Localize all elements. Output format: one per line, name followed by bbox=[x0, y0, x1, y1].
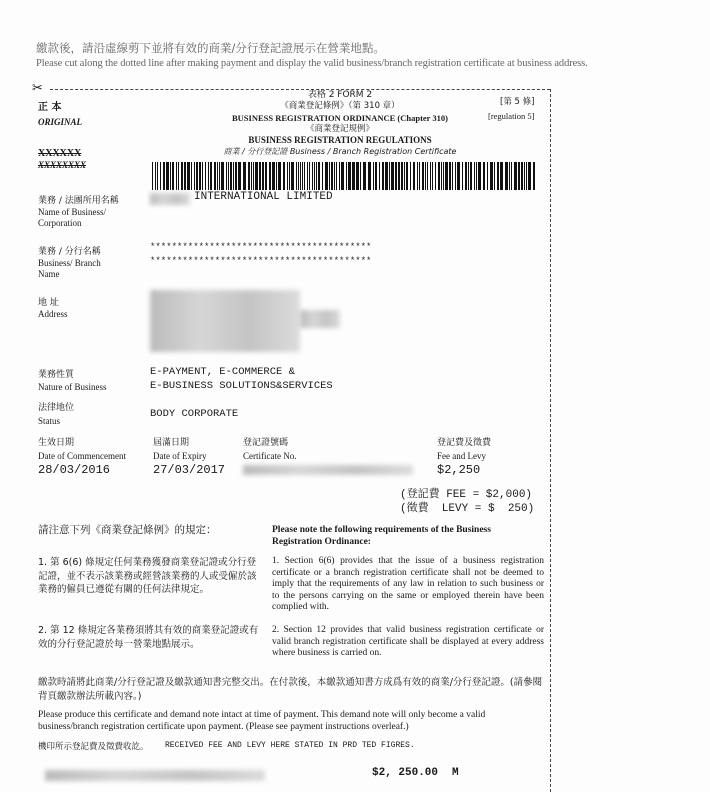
expiry-label-en: Date of Expiry bbox=[153, 451, 207, 461]
barcode-bar bbox=[243, 162, 246, 190]
redacted-address bbox=[150, 290, 300, 352]
barcode-bar bbox=[187, 162, 190, 190]
nature-value-2: E-BUSINESS SOLUTIONS&SERVICES bbox=[150, 380, 333, 392]
barcode-bar bbox=[235, 162, 237, 190]
branch-line-2: ***************************************** bbox=[150, 256, 372, 266]
barcode-bar bbox=[336, 162, 337, 190]
barcode-bar bbox=[404, 162, 405, 190]
barcode-bar bbox=[395, 162, 397, 190]
barcode-bar bbox=[265, 162, 267, 190]
form-header bbox=[190, 90, 490, 158]
barcode-bar bbox=[309, 162, 310, 190]
barcode-bar bbox=[445, 162, 448, 190]
barcode-bar bbox=[476, 162, 477, 190]
barcode-bar bbox=[251, 162, 252, 190]
barcode-bar bbox=[389, 162, 390, 190]
barcode-bar bbox=[417, 162, 418, 190]
barcode-bar bbox=[452, 162, 453, 190]
barcode-bar bbox=[401, 162, 403, 190]
ordinance-en: BUSINESS REGISTRATION ORDINANCE (Chapter 310) bbox=[232, 112, 448, 123]
address-label-en: Address bbox=[38, 309, 68, 319]
barcode-bar bbox=[509, 162, 510, 190]
barcode-bar bbox=[157, 162, 158, 190]
barcode-bar bbox=[214, 162, 216, 190]
name-label-en: Name of Business/ Corporation bbox=[38, 207, 106, 228]
status-label-en: Status bbox=[38, 416, 61, 426]
barcode-bar bbox=[419, 162, 420, 190]
barcode-bar bbox=[298, 162, 299, 190]
expiry-value: 27/03/2017 bbox=[153, 463, 226, 477]
barcode-bar bbox=[435, 162, 436, 190]
barcode-bar bbox=[155, 162, 156, 190]
fee-label-en: Fee and Levy bbox=[437, 451, 486, 461]
barcode-bar bbox=[226, 162, 227, 190]
barcode-bar bbox=[410, 162, 411, 190]
branch-line-1: ***************************************** bbox=[150, 242, 372, 252]
barcode bbox=[152, 162, 537, 190]
barcode-bar bbox=[269, 162, 271, 190]
barcode-bar bbox=[360, 162, 361, 190]
zh-instruction: 繳款後，請沿虛線剪下並將有效的商業/分行登記證展示在營業地點。 bbox=[36, 41, 385, 55]
barcode-bar bbox=[178, 162, 179, 190]
original-en: ORIGINAL bbox=[38, 117, 83, 127]
barcode-bar bbox=[526, 162, 527, 190]
barcode-bar bbox=[413, 162, 415, 190]
barcode-bar bbox=[368, 162, 371, 190]
barcode-bar bbox=[455, 162, 456, 190]
barcode-bar bbox=[490, 162, 493, 190]
barcode-bar bbox=[524, 162, 525, 190]
barcode-bar bbox=[425, 162, 426, 190]
cert-label-en: Certificate No. bbox=[243, 451, 297, 461]
stamp-2: XXXXXXXX bbox=[38, 160, 87, 170]
status-value: BODY CORPORATE bbox=[150, 408, 239, 420]
barcode-bar bbox=[172, 162, 174, 190]
levy-line: (徵費 LEVY = $ 250) bbox=[400, 503, 535, 515]
barcode-bar bbox=[430, 162, 431, 190]
barcode-bar bbox=[422, 162, 424, 190]
barcode-bar bbox=[438, 162, 440, 190]
barcode-bar bbox=[331, 162, 333, 190]
barcode-bar bbox=[259, 162, 261, 190]
barcode-bar bbox=[228, 162, 229, 190]
note-2-en: 2. Section 12 provides that valid business registration certificate or valid branch registration certificate shall be displayed at every address where business is carried on. bbox=[272, 625, 544, 658]
barcode-bar bbox=[272, 162, 275, 190]
barcode-bar bbox=[314, 162, 315, 190]
barcode-bar bbox=[219, 162, 220, 190]
barcode-bar bbox=[221, 162, 224, 190]
barcode-bar bbox=[152, 162, 153, 190]
barcode-bar bbox=[217, 162, 218, 190]
fee-label-zh: 登記費及徵費 bbox=[437, 438, 492, 448]
payment-zh: 繳款時請將此商業/分行登記證及繳款通知書完整交出。在付款後，本繳款通知書方成爲有效的商業/分行登記證。(請參閱背頁繳款辦法所載內容。) bbox=[38, 677, 543, 702]
barcode-bar bbox=[348, 162, 351, 190]
barcode-bar bbox=[238, 162, 241, 190]
barcode-bar bbox=[339, 162, 340, 190]
commence-label-zh: 生效日期 bbox=[38, 438, 75, 448]
barcode-bar bbox=[287, 162, 288, 190]
redacted-address-tail bbox=[300, 310, 340, 328]
barcode-bar bbox=[322, 162, 323, 190]
barcode-bar bbox=[356, 162, 359, 190]
barcode-bar bbox=[497, 162, 499, 190]
fee-value: $2,250 bbox=[437, 463, 481, 477]
barcode-bar bbox=[233, 162, 234, 190]
barcode-bar bbox=[325, 162, 328, 190]
barcode-bar bbox=[441, 162, 442, 190]
regs-zh: 《商業登記規例》 bbox=[305, 123, 374, 134]
barcode-bar bbox=[210, 162, 212, 190]
nature-label-zh: 業務性質 bbox=[38, 370, 75, 380]
barcode-bar bbox=[494, 162, 495, 190]
expiry-label-zh: 屆滿日期 bbox=[153, 438, 190, 448]
barcode-bar bbox=[208, 162, 209, 190]
barcode-bar bbox=[296, 162, 297, 190]
barcode-bar bbox=[457, 162, 460, 190]
cut-line-right bbox=[550, 89, 551, 792]
redacted-name bbox=[150, 193, 190, 205]
barcode-bar bbox=[398, 162, 400, 190]
barcode-bar bbox=[262, 162, 264, 190]
stamp-1: XXXXXX bbox=[38, 148, 82, 159]
barcode-bar bbox=[253, 162, 254, 190]
barcode-bar bbox=[468, 162, 469, 190]
form-no: 表格 2 FORM 2 bbox=[307, 90, 373, 100]
barcode-bar bbox=[465, 162, 467, 190]
barcode-bar bbox=[160, 162, 161, 190]
barcode-bar bbox=[373, 162, 374, 190]
barcode-bar bbox=[184, 162, 186, 190]
original-zh: 正 本 bbox=[38, 102, 62, 113]
barcode-bar bbox=[462, 162, 463, 190]
barcode-bar bbox=[391, 162, 394, 190]
barcode-bar bbox=[196, 162, 198, 190]
note-1-en: 1. Section 6(6) provides that the issue of a business registration certificate or a branch registration certificate shall not be deemed to imply that the requirements of any law in relation to such business or to the persons carrying on the same or employed therein have been complied with. bbox=[272, 556, 544, 612]
barcode-bar bbox=[334, 162, 335, 190]
barcode-bar bbox=[205, 162, 206, 190]
barcode-bar bbox=[176, 162, 177, 190]
note-1-zh: 1. 第 6(6) 條規定任何業務獲發商業登記證或分行登記證，並不表示該業務或經營該業務的人或受僱於該業務的僱員已遵從有關的任何法律規定。 bbox=[38, 557, 257, 595]
ordinance-zh: 《商業登記條例》（第 310 章） bbox=[280, 101, 400, 112]
barcode-bar bbox=[300, 162, 301, 190]
barcode-bar bbox=[500, 162, 503, 190]
nature-label-en: Nature of Business bbox=[38, 382, 107, 392]
reg-en: [regulation 5] bbox=[488, 111, 535, 121]
received-en: RECEIVED FEE AND LEVY HERE STATED IN PRD TED FIGRES. bbox=[165, 741, 415, 750]
branch-label-en: Business/ Branch Name bbox=[38, 258, 101, 279]
barcode-bar bbox=[505, 162, 508, 190]
name-label-zh: 業務 / 法團所用名稱 bbox=[38, 196, 119, 206]
barcode-bar bbox=[291, 162, 294, 190]
barcode-bar bbox=[194, 162, 195, 190]
branch-label-zh: 業務 / 分行名稱 bbox=[38, 247, 101, 257]
barcode-bar bbox=[474, 162, 475, 190]
received-zh: 機印所示登記費及徵費收訖。 bbox=[38, 742, 149, 752]
barcode-bar bbox=[312, 162, 313, 190]
address-label-zh: 地 址 bbox=[38, 298, 59, 308]
nature-value-1: E-PAYMENT, E-COMMERCE & bbox=[150, 366, 295, 378]
barcode-bar bbox=[199, 162, 201, 190]
redacted-cert-no bbox=[243, 465, 413, 475]
barcode-bar bbox=[346, 162, 347, 190]
barcode-bar bbox=[170, 162, 171, 190]
barcode-bar bbox=[470, 162, 472, 190]
barcode-bar bbox=[230, 162, 232, 190]
en-instruction: Please cut along the dotted line after making payment and display the valid business/branch registration certificate at business address. bbox=[36, 58, 588, 69]
barcode-bar bbox=[341, 162, 344, 190]
barcode-bar bbox=[432, 162, 433, 190]
barcode-bar bbox=[318, 162, 320, 190]
scissors-icon: ✂ bbox=[32, 80, 43, 95]
barcode-bar bbox=[202, 162, 203, 190]
amount: $2, 250.00 bbox=[372, 767, 439, 779]
regs-en: BUSINESS REGISTRATION REGULATIONS bbox=[248, 135, 432, 146]
barcode-bar bbox=[521, 162, 523, 190]
commence-label-en: Date of Commencement bbox=[38, 451, 126, 461]
barcode-bar bbox=[166, 162, 169, 190]
barcode-bar bbox=[283, 162, 285, 190]
barcode-bar bbox=[379, 162, 380, 190]
barcode-bar bbox=[382, 162, 384, 190]
barcode-bar bbox=[304, 162, 305, 190]
barcode-bar bbox=[302, 162, 303, 190]
barcode-bar bbox=[278, 162, 281, 190]
barcode-bar bbox=[363, 162, 366, 190]
barcode-bar bbox=[443, 162, 444, 190]
commence-value: 28/03/2016 bbox=[38, 463, 111, 477]
barcode-bar bbox=[248, 162, 250, 190]
barcode-bar bbox=[307, 162, 308, 190]
cert-type: 商業 / 分行登記證 Business / Branch Registration Certificate bbox=[223, 147, 457, 157]
payment-en: Please produce this certificate and demand note intact at time of payment. This demand note will only become a valid business/branch registration certificate upon payment. (Please see payment instructions overleaf.) bbox=[38, 710, 486, 732]
barcode-bar bbox=[181, 162, 183, 190]
barcode-bar bbox=[406, 162, 408, 190]
barcode-bar bbox=[255, 162, 258, 190]
barcode-bar bbox=[276, 162, 277, 190]
barcode-bar bbox=[511, 162, 512, 190]
barcode-bar bbox=[316, 162, 317, 190]
status-label-zh: 法律地位 bbox=[38, 403, 75, 413]
barcode-bar bbox=[352, 162, 355, 190]
reg-zh: [第 5 條] bbox=[500, 97, 535, 107]
notes-title-en: Please note the following requirements of the Business Registration Ordinance: bbox=[272, 525, 491, 547]
barcode-bar bbox=[385, 162, 388, 190]
barcode-bar bbox=[191, 162, 192, 190]
barcode-bar bbox=[449, 162, 451, 190]
barcode-bar bbox=[528, 162, 531, 190]
barcode-bar bbox=[514, 162, 517, 190]
barcode-bar bbox=[518, 162, 520, 190]
barcode-bar bbox=[427, 162, 428, 190]
barcode-bar bbox=[375, 162, 377, 190]
barcode-bar bbox=[329, 162, 330, 190]
barcode-bar bbox=[478, 162, 481, 190]
business-name: INTERNATIONAL LIMITED bbox=[194, 191, 333, 203]
redacted-receipt bbox=[45, 770, 265, 781]
cert-label-zh: 登記證號碼 bbox=[243, 438, 289, 448]
barcode-bar bbox=[289, 162, 290, 190]
notes-title-zh: 請注意下列《商業登記條例》的規定： bbox=[38, 524, 217, 536]
barcode-bar bbox=[483, 162, 485, 190]
amount-suffix: M bbox=[452, 767, 459, 779]
fee-line: (登記費 FEE = $2,000) bbox=[400, 489, 533, 501]
barcode-bar bbox=[487, 162, 488, 190]
barcode-bar bbox=[533, 162, 535, 190]
barcode-bar bbox=[163, 162, 165, 190]
note-2-zh: 2. 第 12 條規定各業務須將其有效的商業登記證或有效的分行登記證於每一營業地點展示。 bbox=[38, 625, 259, 650]
